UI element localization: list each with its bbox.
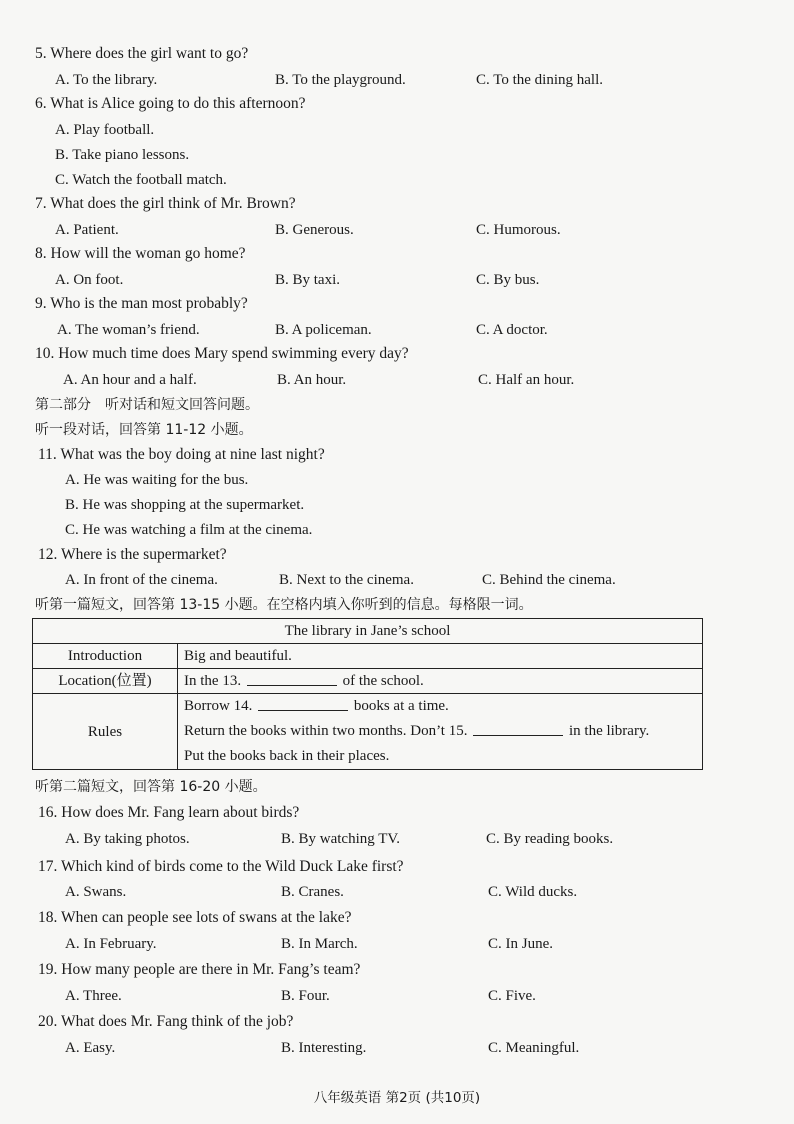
option-b[interactable]: B. An hour. <box>277 372 347 388</box>
question-stem: 16. How does Mr. Fang learn about birds? <box>38 804 300 821</box>
option-a[interactable]: A. By taking photos. <box>65 831 190 847</box>
option-a[interactable]: A. Patient. <box>55 222 119 238</box>
rule-3: Put the books back in their places. <box>184 748 390 764</box>
passage1-instruction: 听第一篇短文，回答第 13-15 小题。在空格内填入你听到的信息。每格限一词。 <box>35 597 533 613</box>
option-c[interactable]: C. Wild ducks. <box>488 884 578 900</box>
passage2-instruction: 听第二篇短文，回答第 16-20 小题。 <box>35 779 267 795</box>
rules-cell <box>178 694 703 770</box>
location-text-after: of the school. <box>342 673 424 689</box>
option-c[interactable]: C. A doctor. <box>476 322 548 338</box>
introduction-label: Introduction <box>33 644 178 669</box>
question-stem: 20. What does Mr. Fang think of the job? <box>38 1013 294 1030</box>
option-c[interactable]: C. Watch the football match. <box>55 172 227 188</box>
section-instruction: 听一段对话，回答第 11-12 小题。 <box>35 422 253 438</box>
option-c[interactable]: C. He was watching a film at the cinema. <box>65 522 313 538</box>
question-stem: 5. Where does the girl want to go? <box>35 45 249 62</box>
option-c[interactable]: C. Humorous. <box>476 222 561 238</box>
question-stem: 18. When can people see lots of swans at the lake? <box>38 909 352 926</box>
page-footer: 八年级英语 第2页 (共10页) <box>313 1090 481 1106</box>
answer-blank-13[interactable] <box>247 684 337 686</box>
option-c[interactable]: C. Half an hour. <box>478 372 575 388</box>
location-value <box>178 669 703 694</box>
option-b[interactable]: B. In March. <box>281 936 358 952</box>
option-b[interactable]: B. Four. <box>281 988 330 1004</box>
option-row <box>0 882 794 902</box>
answer-blank-14[interactable] <box>258 709 348 711</box>
option-a[interactable]: A. In front of the cinema. <box>65 572 218 588</box>
option-b[interactable]: B. Next to the cinema. <box>279 572 414 588</box>
option-c[interactable]: C. By bus. <box>476 272 540 288</box>
rule-1 <box>184 694 696 719</box>
option-row <box>0 70 794 90</box>
location-label: Location(位置) <box>33 669 178 694</box>
rule-1-after: books at a time. <box>353 698 449 714</box>
option-b[interactable]: B. Interesting. <box>281 1040 367 1056</box>
rule-2-after: in the library. <box>568 723 650 739</box>
option-a[interactable]: A. Three. <box>65 988 122 1004</box>
option-b[interactable]: B. By taxi. <box>275 272 341 288</box>
question-stem: 17. Which kind of birds come to the Wild Duck Lake first? <box>38 858 404 875</box>
library-info-table <box>32 618 703 770</box>
option-row <box>0 934 794 954</box>
option-row <box>0 570 794 590</box>
option-a[interactable]: A. Easy. <box>65 1040 116 1056</box>
option-c[interactable]: C. Behind the cinema. <box>482 572 616 588</box>
option-row <box>0 829 794 849</box>
section-heading: 第二部分 听对话和短文回答问题。 <box>35 397 259 413</box>
rule-1-before: Borrow 14. <box>184 698 253 714</box>
table-title: The library in Jane’s school <box>33 619 703 644</box>
question-stem: 19. How many people are there in Mr. Fang’s team? <box>38 961 361 978</box>
option-a[interactable]: A. To the library. <box>55 72 158 88</box>
option-a[interactable]: A. On foot. <box>55 272 124 288</box>
option-a[interactable]: A. An hour and a half. <box>63 372 197 388</box>
option-a[interactable]: A. Swans. <box>65 884 127 900</box>
rules-label: Rules <box>33 694 178 770</box>
option-a[interactable]: A. Play football. <box>55 122 155 138</box>
option-b[interactable]: B. Take piano lessons. <box>55 147 190 163</box>
option-b[interactable]: B. By watching TV. <box>281 831 401 847</box>
option-c[interactable]: C. Five. <box>488 988 536 1004</box>
question-stem: 10. How much time does Mary spend swimming every day? <box>35 345 409 362</box>
option-b[interactable]: B. He was shopping at the supermarket. <box>65 497 305 513</box>
option-a[interactable]: A. In February. <box>65 936 157 952</box>
option-row <box>0 320 794 340</box>
rule-2 <box>184 719 696 744</box>
option-row <box>0 370 794 390</box>
option-row <box>0 220 794 240</box>
option-row <box>0 986 794 1006</box>
option-a[interactable]: A. The woman’s friend. <box>57 322 200 338</box>
question-stem: 6. What is Alice going to do this afternoon? <box>35 95 306 112</box>
option-c[interactable]: C. By reading books. <box>486 831 614 847</box>
location-text-before: In the 13. <box>184 673 242 689</box>
option-row <box>0 1038 794 1058</box>
rule-2-before: Return the books within two months. Don’t 15. <box>184 723 468 739</box>
introduction-value: Big and beautiful. <box>178 644 703 669</box>
question-stem: 8. How will the woman go home? <box>35 245 246 262</box>
option-c[interactable]: C. In June. <box>488 936 553 952</box>
answer-blank-15[interactable] <box>473 734 563 736</box>
question-stem: 7. What does the girl think of Mr. Brown? <box>35 195 296 212</box>
question-stem: 9. Who is the man most probably? <box>35 295 248 312</box>
option-b[interactable]: B. To the playground. <box>275 72 406 88</box>
option-c[interactable]: C. To the dining hall. <box>476 72 604 88</box>
question-stem: 11. What was the boy doing at nine last night? <box>38 446 325 463</box>
option-b[interactable]: B. A policeman. <box>275 322 372 338</box>
option-b[interactable]: B. Cranes. <box>281 884 344 900</box>
option-c[interactable]: C. Meaningful. <box>488 1040 580 1056</box>
option-b[interactable]: B. Generous. <box>275 222 354 238</box>
question-stem: 12. Where is the supermarket? <box>38 546 227 563</box>
option-a[interactable]: A. He was waiting for the bus. <box>65 472 249 488</box>
option-row <box>0 270 794 290</box>
